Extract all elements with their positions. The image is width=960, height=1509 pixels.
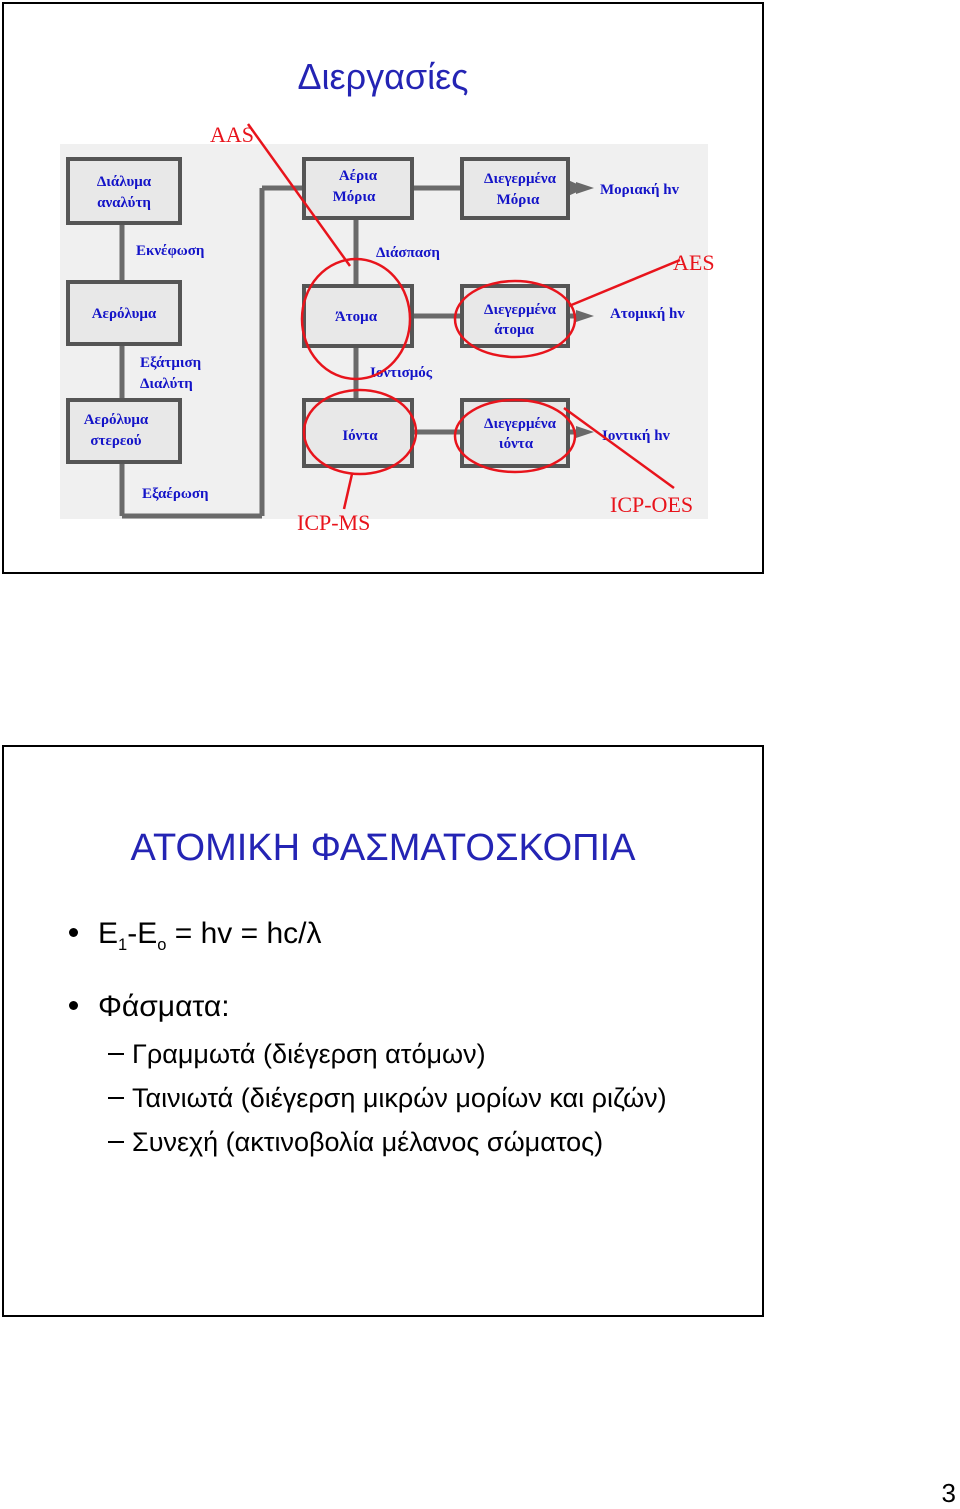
spectra-label: Φάσματα:	[98, 990, 230, 1023]
box-solution-label-1: Διάλυμα	[96, 174, 152, 190]
list-item	[108, 1127, 603, 1158]
label-aes: AES	[673, 250, 715, 275]
box-solution-label-2: αναλύτη	[97, 195, 151, 211]
box-excited-ions-label-2: ιόντα	[498, 436, 534, 452]
box-gas-label-2: Μόρια	[332, 189, 376, 205]
eq-e: E	[98, 917, 119, 950]
box-ions-label: Ιόντα	[342, 428, 378, 444]
box-excited-molecules	[462, 159, 568, 218]
label-icp-ms: ICP-MS	[297, 510, 371, 535]
step-desolvation-2: Διαλύτη	[140, 376, 193, 392]
box-atoms-label: Άτομα	[334, 309, 378, 325]
list-item	[108, 1039, 486, 1070]
dash-marker	[108, 1141, 124, 1143]
step-desolvation-1: Εξάτμιση	[140, 355, 202, 371]
bullet-dot	[69, 1001, 78, 1010]
box-excited-molecules-label-2: Μόρια	[496, 192, 540, 208]
box-solid-aerosol-label-1: Αερόλυμα	[83, 412, 149, 428]
eq-sub0: o	[157, 936, 167, 954]
list-item-text: Συνεχή (ακτινοβολία μέλανος σώματος)	[132, 1127, 604, 1157]
equation-bullet	[69, 917, 321, 955]
box-excited-atoms-label-1: Διεγερμένα	[484, 302, 556, 318]
box-excited-ions-label-1: Διεγερμένα	[484, 416, 556, 432]
slide-title: Διεργασίες	[297, 56, 469, 97]
list-item-text: Ταινιωτά (διέγερση μικρών μορίων και ριζών)	[132, 1083, 667, 1113]
step-nebulization: Εκνέφωση	[136, 243, 205, 259]
label-aas: AAS	[210, 122, 255, 147]
box-gas-label-1: Αέρια	[338, 168, 378, 184]
page-number: 3	[941, 1478, 956, 1508]
emission-ionic: Ιοντική hv	[602, 428, 671, 444]
step-vaporization: Εξαέρωση	[142, 486, 209, 502]
step-dissociation: Διάσπαση	[376, 245, 440, 261]
spectra-bullet	[69, 990, 230, 1024]
eq-rest: = hv = hc/λ	[166, 917, 322, 950]
emission-atomic: Ατομική hv	[610, 306, 685, 322]
box-excited-ions	[462, 400, 568, 466]
box-aerosol-label: Αερόλυμα	[91, 306, 157, 322]
eq-sub1: 1	[118, 936, 128, 954]
bullet-dot	[69, 928, 78, 937]
box-solid-aerosol	[68, 400, 180, 462]
step-ionization: Ιοντισμός	[370, 365, 433, 381]
box-solid-aerosol-label-2: στερεού	[90, 433, 142, 449]
dash-marker	[108, 1053, 124, 1055]
slide-atomic-spectroscopy	[2, 745, 764, 1317]
box-solution	[68, 159, 180, 223]
emission-molecular: Μοριακή hv	[600, 182, 680, 198]
slide-title: ΑΤΟΜΙΚΗ ΦΑΣΜΑΤΟΣΚΟΠΙΑ	[130, 827, 636, 869]
process-diagram	[4, 4, 764, 574]
slide-processes	[2, 2, 764, 574]
eq-dash: -E	[127, 917, 158, 950]
box-excited-molecules-label-1: Διεγερμένα	[484, 171, 556, 187]
dash-marker	[108, 1097, 124, 1099]
list-item	[108, 1083, 667, 1114]
box-excited-atoms-label-2: άτομα	[494, 322, 534, 338]
list-item-text: Γραμμωτά (διέγερση ατόμων)	[132, 1039, 486, 1069]
label-icp-oes: ICP-OES	[610, 492, 694, 517]
